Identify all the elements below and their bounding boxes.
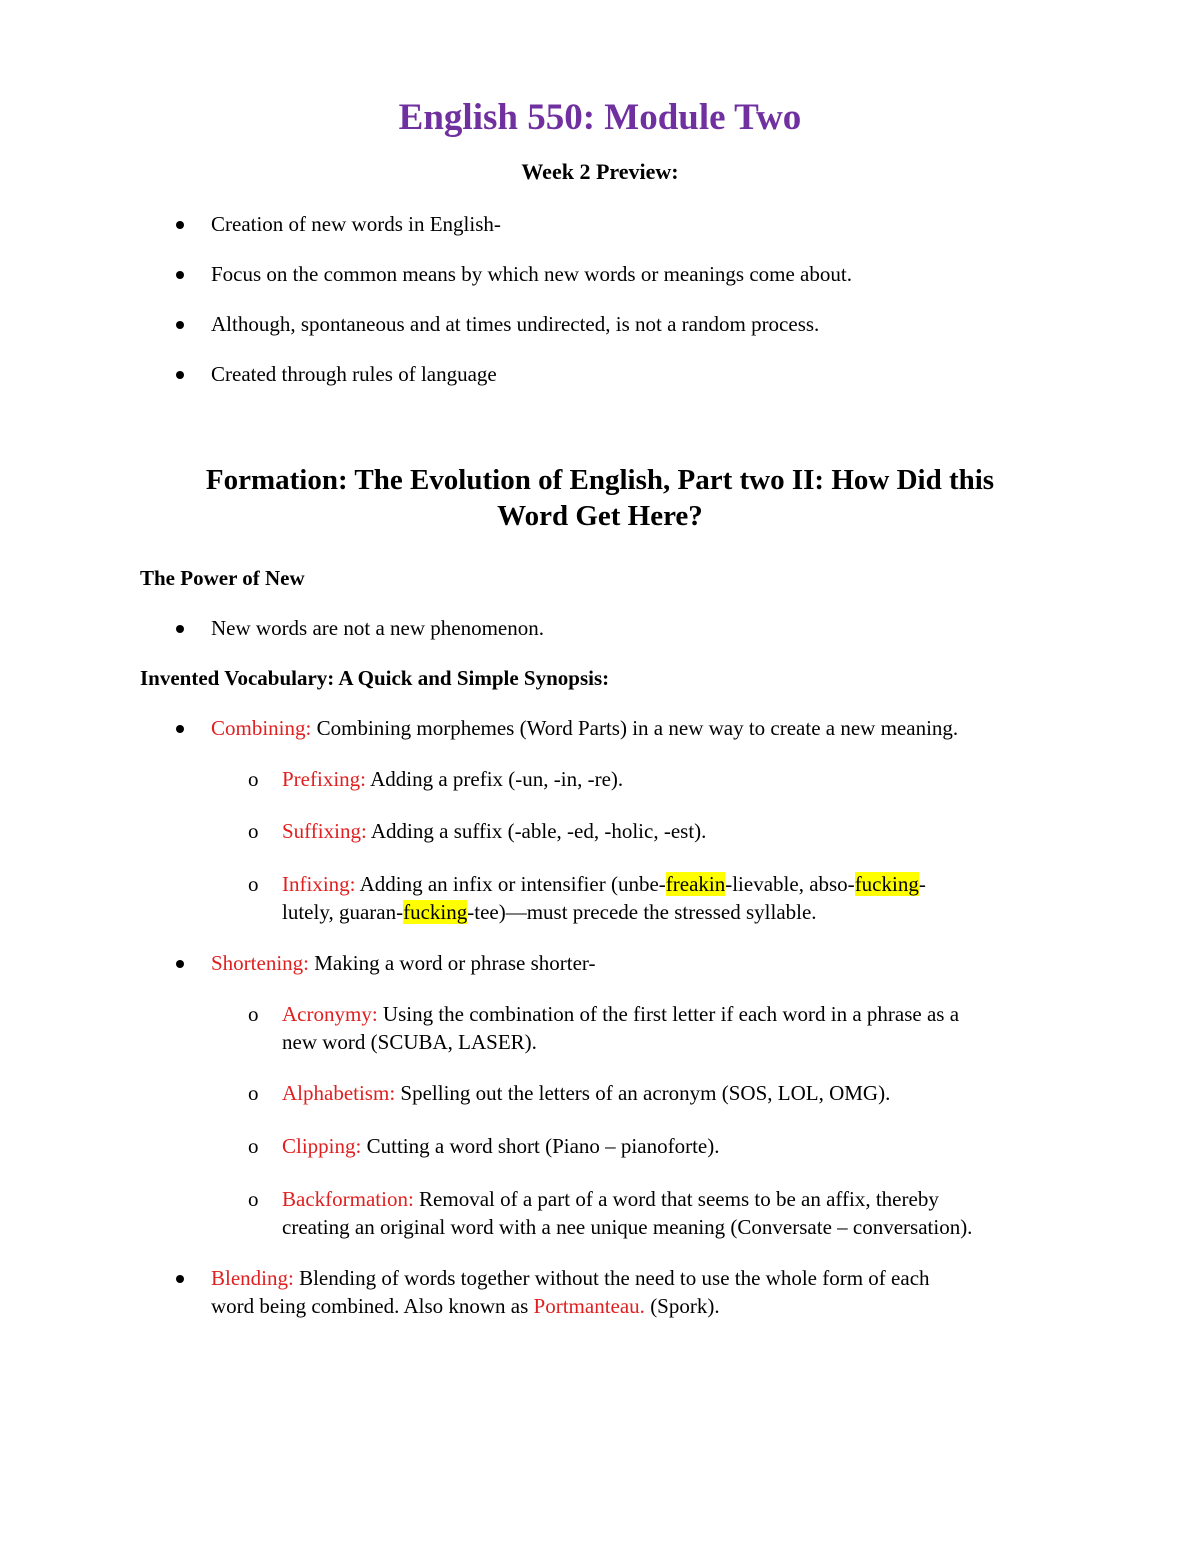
circle-bullet-icon: o — [248, 1134, 259, 1158]
circle-bullet-icon: o — [248, 767, 259, 791]
term-label: Backformation: — [282, 1187, 414, 1211]
bullet-icon — [176, 625, 184, 633]
section-heading: Formation: The Evolution of English, Part two II: How Did this Word Get Here? — [205, 464, 995, 532]
list-item-prefixing: o Prefixing: Adding a prefix (-un, -in, -re). — [248, 767, 624, 791]
highlighted-word: fucking — [854, 872, 919, 896]
bullet-icon — [176, 1275, 184, 1283]
term-label: Alphabetism: — [282, 1081, 396, 1105]
list-item-backformation: o Backformation: Removal of a part of a word that seems to be an affix, thereby creating an original word with a nee unique meaning (Conversate – conversation). — [248, 1187, 973, 1239]
list-item-blending: Blending: Blending of words together without the need to use the whole form of each word being combined. Also known as Portmanteau. (Spork). — [140, 1264, 1060, 1320]
list-item: New words are not a new phenomenon. — [140, 614, 1060, 642]
bullet-icon — [176, 321, 184, 329]
power-list — [140, 614, 1060, 642]
bullet-icon — [176, 221, 184, 229]
week-preview-heading: Week 2 Preview: — [521, 159, 679, 184]
term-label: Infixing: — [282, 872, 356, 896]
list-item: Although, spontaneous and at times undirected, is not a random process. — [140, 310, 1060, 338]
document-title: English 550: Module Two — [398, 97, 802, 138]
vocab-list — [140, 714, 1060, 1320]
preview-list — [140, 210, 1060, 388]
bullet-icon — [176, 960, 184, 968]
bullet-icon — [176, 271, 184, 279]
term-label: Shortening: — [211, 951, 309, 975]
circle-bullet-icon: o — [248, 872, 259, 896]
term-label: Suffixing: — [282, 819, 367, 843]
circle-bullet-icon: o — [248, 819, 259, 843]
shortening-sublist — [140, 1000, 1060, 1241]
list-item-suffixing: o Suffixing: Adding a suffix (-able, -ed, -holic, -est). — [248, 819, 707, 843]
circle-bullet-icon: o — [248, 1187, 259, 1211]
bullet-icon — [176, 725, 184, 733]
list-item-combining: Combining: Combining morphemes (Word Parts) in a new way to create a new meaning. o Prefixing: Adding a prefix (-un, -in, -re). o Suffixing: Adding a suffix (-able, -ed, -holic, -est). o Infixing: Adding an infix or intensifier (unbe-freakin-lievable, abso-fucking- lutely, guaran-fucking-tee)—must precede the stressed syllable. — [140, 714, 1060, 926]
circle-bullet-icon: o — [248, 1002, 259, 1026]
term-label: Acronymy: — [282, 1002, 378, 1026]
term-label: Blending: — [211, 1266, 294, 1290]
bullet-icon — [176, 371, 184, 379]
list-item-infixing: o Infixing: Adding an infix or intensifier (unbe-freakin-lievable, abso-fucking- lutely, guaran-fucking-tee)—must precede the stressed syllable. — [248, 872, 926, 924]
circle-bullet-icon: o — [248, 1081, 259, 1105]
term-label: Combining: — [211, 716, 312, 740]
highlighted-word: freakin — [665, 872, 726, 896]
combining-sublist — [140, 765, 1060, 926]
highlighted-word: fucking — [403, 900, 468, 924]
list-item-alphabetism: o Alphabetism: Spelling out the letters of an acronym (SOS, LOL, OMG). — [248, 1081, 891, 1105]
term-label: Portmanteau. — [533, 1294, 645, 1318]
list-item: Creation of new words in English- — [140, 210, 1060, 238]
list-item: Focus on the common means by which new words or meanings come about. — [140, 260, 1060, 288]
term-label: Prefixing: — [282, 767, 366, 791]
list-item-acronymy: o Acronymy: Using the combination of the first letter if each word in a phrase as a new word (SCUBA, LASER). — [248, 1002, 960, 1054]
list-item-shortening: Shortening: Making a word or phrase shorter- o Acronymy: Using the combination of the first letter if each word in a phrase as a new word (SCUBA, LASER). o Alphabetism: Spelling out the letters of an acronym (SOS, LOL, OMG). o Clipping: Cutting a word short (Piano – pianoforte). o Backformation: Removal of a part of a word that seems to be an affix, thereby creating an original word with a nee unique meaning (Conversate – conversation). — [140, 949, 1060, 1241]
term-label: Clipping: — [282, 1134, 362, 1158]
power-heading: The Power of New — [140, 566, 305, 590]
list-item-clipping: o Clipping: Cutting a word short (Piano – pianoforte). — [248, 1134, 720, 1158]
vocab-heading: Invented Vocabulary: A Quick and Simple Synopsis: — [140, 666, 610, 690]
list-item: Created through rules of language — [140, 360, 1060, 388]
